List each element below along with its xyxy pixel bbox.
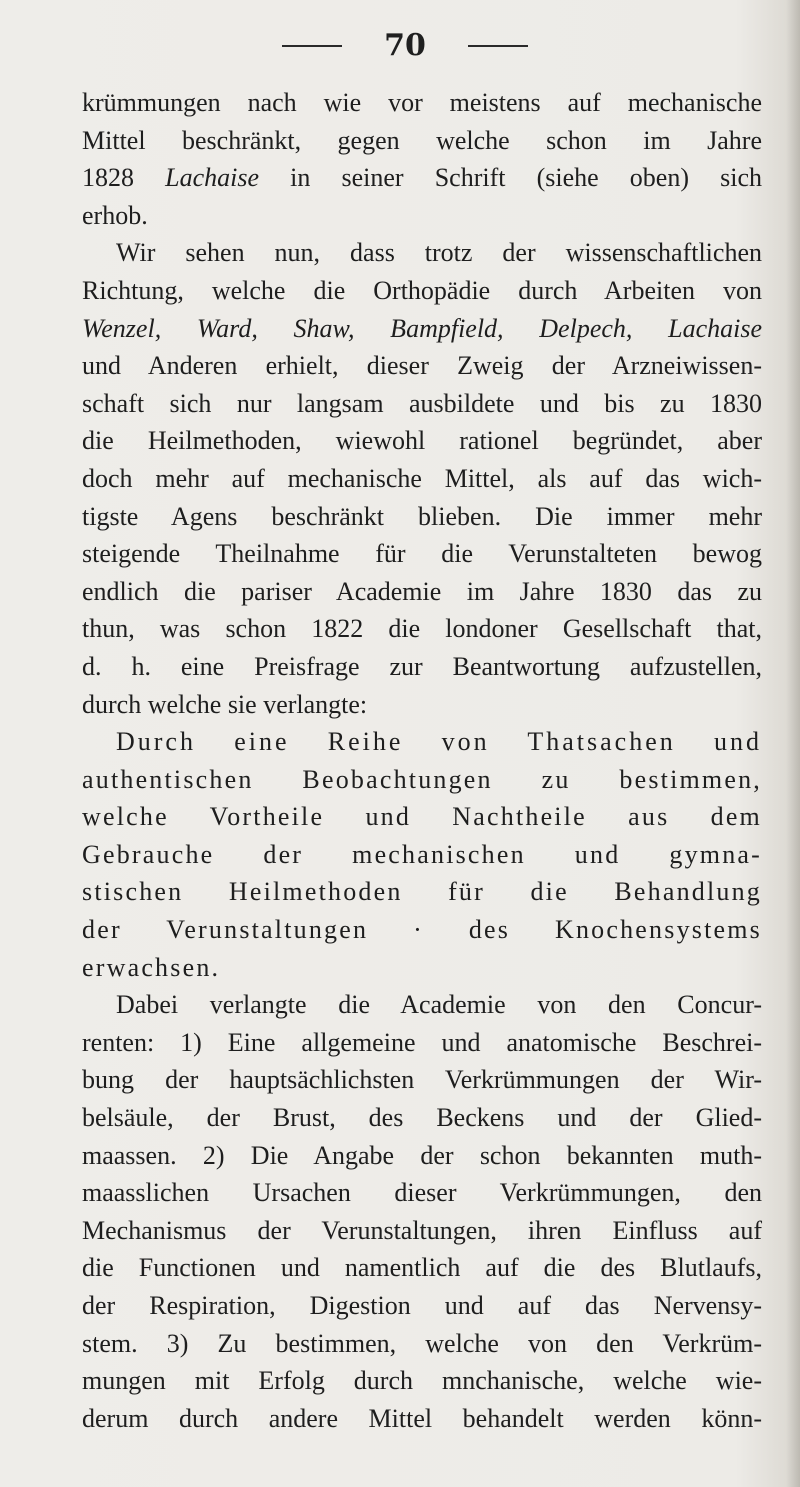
text-line: renten: 1) Eine allgemeine und anatomische Beschrei- — [82, 1027, 762, 1057]
text-line — [82, 310, 762, 348]
text-line — [82, 159, 762, 197]
text-line: bung der hauptsächlichsten Verkrümmungen der Wir- — [82, 1065, 762, 1095]
spaced-line: Gebrauche der mechanischen und gymna- — [82, 839, 762, 869]
text-line: Wir sehen nun, dass trotz der wissenschaftlichen — [116, 238, 762, 268]
text-line: erhob. — [82, 200, 148, 230]
text-line: die Heilmethoden, wiewohl rationel begründet, aber — [82, 426, 762, 456]
text-line: stem. 3) Zu bestimmen, welche von den Verkrüm- — [82, 1328, 762, 1358]
text-line: Richtung, welche die Orthopädie durch Arbeiten von — [82, 275, 762, 305]
text-segment: in seiner Schrift (siehe oben) sich — [259, 163, 762, 193]
text-line: steigende Theilnahme für die Verunstalteten bewog — [82, 539, 762, 569]
text-line: derum durch andere Mittel behandelt werden könn- — [82, 1403, 762, 1433]
text-line: Mittel beschränkt, gegen welche schon im Jahre — [82, 125, 762, 155]
spaced-line: authentischen Beobachtungen zu bestimmen, — [82, 764, 762, 794]
body-text — [82, 84, 762, 1437]
text-line: endlich die pariser Academie im Jahre 1830 das zu — [82, 576, 762, 606]
text-line: und Anderen erhielt, dieser Zweig der Arzneiwissen- — [82, 351, 762, 381]
spaced-line: stischen Heilmethoden für die Behandlung — [82, 877, 762, 907]
text-line: Mechanismus der Verunstaltungen, ihren Einfluss auf — [82, 1215, 762, 1245]
text-line: belsäule, der Brust, des Beckens und der Glied- — [82, 1103, 762, 1133]
spaced-line: der Verunstaltungen · des Knochensystems — [82, 915, 762, 945]
text-line: maasslichen Ursachen dieser Verkrümmungen, den — [82, 1178, 762, 1208]
text-segment: 1828 — [82, 163, 166, 193]
text-line: krümmungen nach wie vor meistens auf mechanische — [82, 88, 762, 117]
spaced-line: welche Vortheile und Nachtheile aus dem — [82, 802, 762, 832]
page-header — [0, 26, 800, 66]
page-edge-shadow — [786, 0, 800, 1487]
text-line: die Functionen und namentlich auf die des Blutlaufs, — [82, 1253, 762, 1283]
text-line: Dabei verlangte die Academie von den Concur- — [116, 990, 762, 1020]
spaced-line: Durch eine Reihe von Thatsachen und — [116, 727, 762, 757]
page-number: 70 — [384, 28, 426, 63]
text-line: durch welche sie verlangte: — [82, 689, 368, 719]
text-line: d. h. eine Preisfrage zur Beantwortung aufzustellen, — [82, 651, 762, 681]
text-line: doch mehr auf mechanische Mittel, als auf das wich- — [82, 463, 762, 493]
text-line: tigste Agens beschränkt blieben. Die immer mehr — [82, 501, 762, 531]
text-line: maassen. 2) Die Angabe der schon bekannten muth- — [82, 1140, 762, 1170]
spaced-line: erwachsen. — [82, 952, 221, 982]
author-name: Lachaise — [165, 163, 260, 193]
author-names: Wenzel, Ward, Shaw, Bampfield, Delpech, Lachaise — [82, 313, 762, 343]
header-rule-right — [468, 45, 528, 47]
header-rule-left — [282, 45, 342, 47]
text-line: schaft sich nur langsam ausbildete und bis zu 1830 — [82, 388, 762, 418]
text-line: thun, was schon 1822 die londoner Gesellschaft that, — [82, 614, 762, 644]
text-line: mungen mit Erfolg durch mnchanische, welche wie- — [82, 1366, 762, 1396]
text-line: der Respiration, Digestion und auf das Nervensy- — [82, 1291, 762, 1320]
